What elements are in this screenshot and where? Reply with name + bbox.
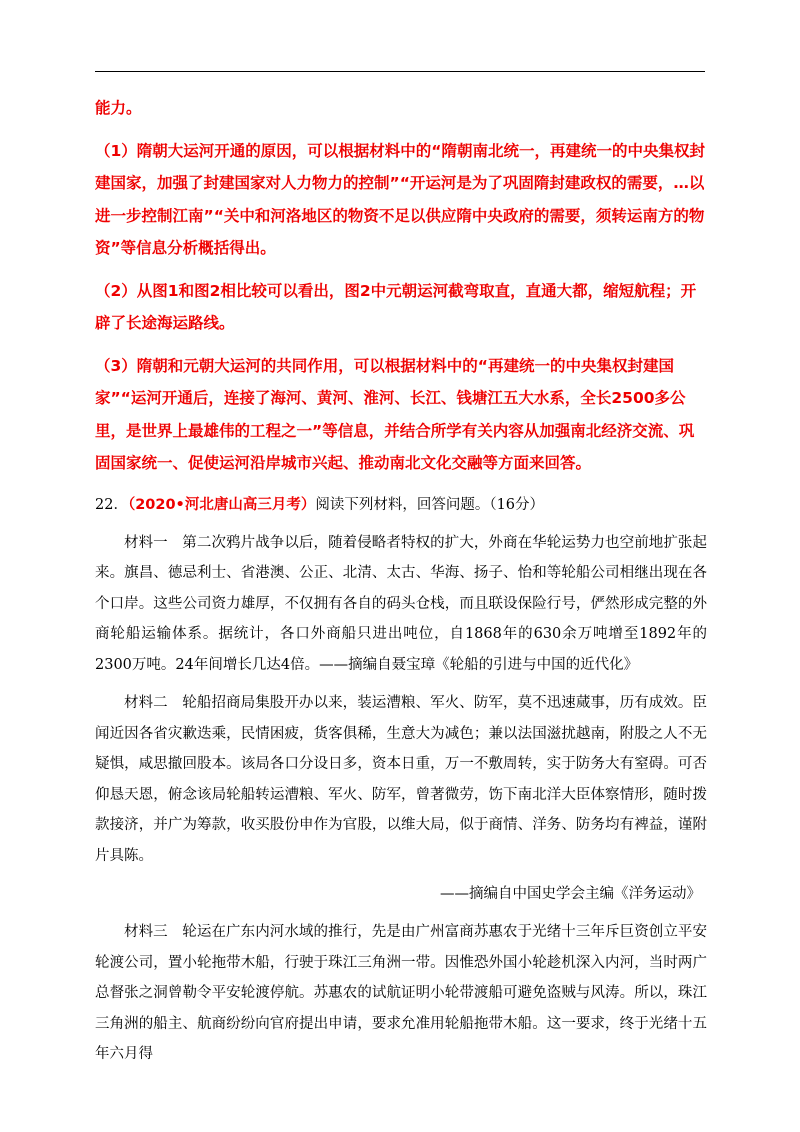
question-number: 22． (95, 496, 128, 513)
material-2: 材料二 轮船招商局集股开办以来，装运漕粮、军火、防军，莫不迅速蒇事，历有成效。臣闻近因各省灾歉迭乘，民情困疲，货客俱稀，生意大为减色；兼以法国滋扰越南，附股之人不无疑惧，咸思撤回股本。该局各口分设日多，资本日重，万一不敷周转，实于防务大有窒碍。可否仰恳天恩，俯念该局轮船转运漕粮、军火、防军，曾著微劳，饬下南北洋大臣体察情形，随时拨款接济，并广为筹款，收买股份申作为官股，以维大局，似于商情、洋务、防务均有裨益，谨附片具陈。 (95, 695, 707, 864)
answer-point-1: （1）隋朝大运河开通的原因，可以根据材料中的“隋朝南北统一，再建统一的中央集权封建国家，加强了封建国家对人力物力的控制”“开运河是为了巩固隋封建政权的需要，…以进一步控制江南”“关中和河洛地区的物资不足以供应隋中央政府的需要，须转运南方的物资”等信息分析概括得出。 (95, 141, 705, 257)
material-3: 材料三 轮运在广东内河水域的推行，先是由广州富商苏惠农于光绪十三年斥巨资创立平安轮渡公司，置小轮拖带木船，行驶于珠江三角洲一带。因惟恐外国小轮趁机深入内河，当时两广总督张之洞曾勒令平安轮渡停航。苏惠农的试航证明小轮带渡船可避免盗贼与风涛。所以，珠江三角洲的船主、航商纷纷向官府提出申请，要求允准用轮船拖带木船。这一要求，终于光绪十五年六月得 (95, 924, 707, 1062)
page-content (95, 92, 707, 1070)
question-source: （2020•河北唐山高三月考） (127, 496, 316, 513)
question-header (95, 490, 707, 520)
answer-point-3: （3）隋朝和元朝大运河的共同作用，可以根据材料中的“再建统一的中央集权封建国家”“运河开通后，连接了海河、黄河、淮河、长江、钱塘江五大水系，全长2500多公里，是世界上最雄伟的工程之一”等信息，并结合所学有关内容从加强南北经济交流、巩固国家统一、促使运河沿岸城市兴起、推动南北文化交融等方面来回答。 (95, 356, 695, 472)
answer-intro: 能力。 (95, 99, 142, 117)
header-rule (95, 71, 705, 72)
material-2-citation: ——摘编自中国史学会主编《洋务运动》 (440, 886, 701, 902)
answer-point-2: （2）从图1和图2相比较可以看出，图2中元朝运河截弯取直，直通大都，缩短航程；开辟了长途海运路线。 (95, 281, 697, 332)
question-prompt: 阅读下列材料，回答问题。（16分） (315, 496, 545, 513)
material-1: 材料一 第二次鸦片战争以后，随着侵略者特权的扩大，外商在华轮运势力也空前地扩张起来。旗昌、德忌利士、省港澳、公正、北清、太古、华海、扬子、怡和等轮船公司相继出现在各个口岸。这些公司资力雄厚，不仅拥有各自的码头仓栈，而且联设保险行号，俨然形成完整的外商轮船运输体系。据统计，各口外商船只进出吨位，自1868年的630余万吨增至1892年的2300万吨。24年间增长几达4倍。——摘编自聂宝璋《轮船的引进与中国的近代化》 (95, 534, 707, 673)
